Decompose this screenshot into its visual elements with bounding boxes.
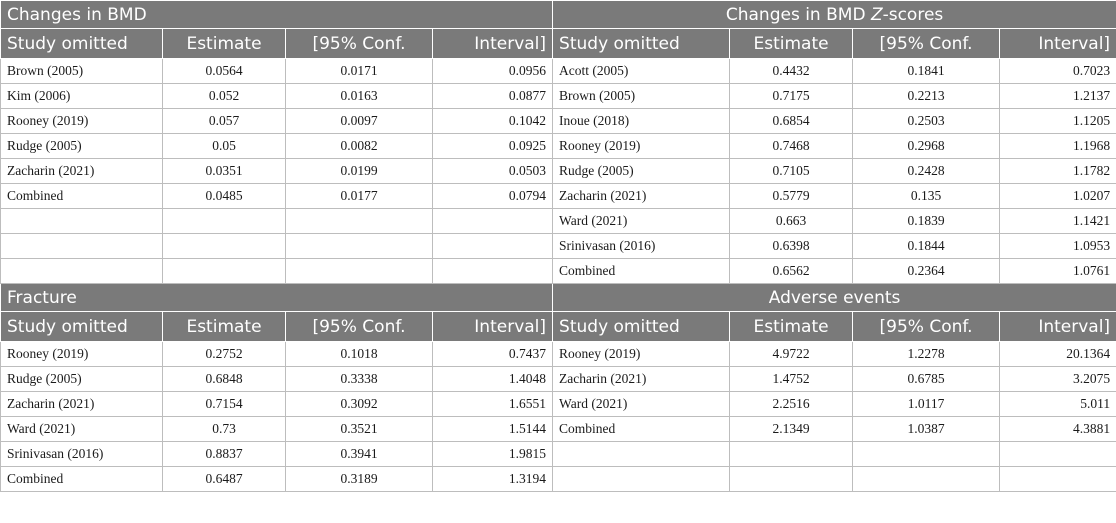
adverse-section-title: Adverse events	[553, 284, 1116, 312]
bmd-estimate-cell: 0.0351	[163, 159, 286, 184]
bottom-block	[1, 284, 1116, 342]
bmd-estimate-cell	[163, 234, 286, 259]
table-row	[1, 84, 1116, 109]
adverse-estimate-cell	[730, 467, 853, 492]
table-row	[1, 392, 1116, 417]
bmd-header-interval: Interval]	[433, 29, 553, 59]
adverse-header-conf: [95% Conf.	[853, 312, 1000, 342]
adverse-conf-high-cell	[1000, 442, 1116, 467]
zscore-study-cell: Zacharin (2021)	[553, 184, 730, 209]
adverse-study-cell: Ward (2021)	[553, 392, 730, 417]
fracture-conf-low-cell: 0.3189	[286, 467, 433, 492]
bmd-estimate-cell	[163, 209, 286, 234]
bmd-conf-low-cell	[286, 209, 433, 234]
table-row	[1, 342, 1116, 367]
bmd-header-study: Study omitted	[1, 29, 163, 59]
zscore-conf-high-cell: 0.7023	[1000, 59, 1116, 84]
fracture-header-study: Study omitted	[1, 312, 163, 342]
adverse-estimate-cell: 2.1349	[730, 417, 853, 442]
table-row	[1, 184, 1116, 209]
adverse-study-cell: Combined	[553, 417, 730, 442]
fracture-conf-low-cell: 0.3521	[286, 417, 433, 442]
zscore-conf-high-cell: 1.1205	[1000, 109, 1116, 134]
adverse-study-cell	[553, 442, 730, 467]
fracture-section-title: Fracture	[1, 284, 553, 312]
bmd-conf-high-cell: 0.0877	[433, 84, 553, 109]
bmd-study-cell	[1, 209, 163, 234]
zscore-conf-low-cell: 0.1841	[853, 59, 1000, 84]
bmd-conf-high-cell	[433, 259, 553, 284]
fracture-estimate-cell: 0.6848	[163, 367, 286, 392]
bmd-conf-low-cell: 0.0082	[286, 134, 433, 159]
zscore-conf-low-cell: 0.2428	[853, 159, 1000, 184]
fracture-estimate-cell: 0.73	[163, 417, 286, 442]
top-data-block	[1, 59, 1116, 284]
header-row-bottom	[1, 312, 1116, 342]
zscore-study-cell: Inoue (2018)	[553, 109, 730, 134]
fracture-estimate-cell: 0.2752	[163, 342, 286, 367]
zscore-estimate-cell: 0.7105	[730, 159, 853, 184]
zscore-header-interval: Interval]	[1000, 29, 1116, 59]
bmd-conf-high-cell: 0.0503	[433, 159, 553, 184]
adverse-conf-high-cell	[1000, 467, 1116, 492]
table-row	[1, 467, 1116, 492]
bmd-conf-high-cell: 0.0956	[433, 59, 553, 84]
zscore-study-cell: Ward (2021)	[553, 209, 730, 234]
zscore-conf-low-cell: 0.1839	[853, 209, 1000, 234]
bmd-study-cell: Rudge (2005)	[1, 134, 163, 159]
zscore-study-cell: Srinivasan (2016)	[553, 234, 730, 259]
bmd-conf-low-cell: 0.0199	[286, 159, 433, 184]
bmd-study-cell	[1, 259, 163, 284]
bmd-study-cell: Zacharin (2021)	[1, 159, 163, 184]
zscore-estimate-cell: 0.6398	[730, 234, 853, 259]
zscore-study-cell: Rudge (2005)	[553, 159, 730, 184]
table-row	[1, 209, 1116, 234]
table-row	[1, 367, 1116, 392]
adverse-conf-low-cell	[853, 467, 1000, 492]
bmd-conf-high-cell: 0.0925	[433, 134, 553, 159]
fracture-conf-low-cell: 0.1018	[286, 342, 433, 367]
bottom-data-block	[1, 342, 1116, 492]
bmd-conf-high-cell: 0.1042	[433, 109, 553, 134]
bmd-study-cell: Rooney (2019)	[1, 109, 163, 134]
bmd-conf-high-cell	[433, 234, 553, 259]
zscore-conf-high-cell: 1.0207	[1000, 184, 1116, 209]
adverse-estimate-cell: 2.2516	[730, 392, 853, 417]
zscore-conf-low-cell: 0.2503	[853, 109, 1000, 134]
fracture-header-interval: Interval]	[433, 312, 553, 342]
bmd-estimate-cell: 0.057	[163, 109, 286, 134]
bmd-conf-low-cell	[286, 234, 433, 259]
bmd-conf-low-cell: 0.0171	[286, 59, 433, 84]
zscore-conf-high-cell: 1.1968	[1000, 134, 1116, 159]
fracture-study-cell: Srinivasan (2016)	[1, 442, 163, 467]
adverse-estimate-cell: 4.9722	[730, 342, 853, 367]
table-row	[1, 259, 1116, 284]
fracture-study-cell: Zacharin (2021)	[1, 392, 163, 417]
fracture-conf-high-cell: 1.4048	[433, 367, 553, 392]
bmd-conf-low-cell: 0.0163	[286, 84, 433, 109]
zscore-estimate-cell: 0.4432	[730, 59, 853, 84]
bmd-conf-high-cell	[433, 209, 553, 234]
zscore-study-cell: Acott (2005)	[553, 59, 730, 84]
adverse-estimate-cell	[730, 442, 853, 467]
bmd-estimate-cell: 0.05	[163, 134, 286, 159]
fracture-estimate-cell: 0.7154	[163, 392, 286, 417]
zscore-estimate-cell: 0.663	[730, 209, 853, 234]
adverse-header-interval: Interval]	[1000, 312, 1116, 342]
zscore-estimate-cell: 0.7468	[730, 134, 853, 159]
adverse-header-estimate: Estimate	[730, 312, 853, 342]
fracture-conf-low-cell: 0.3338	[286, 367, 433, 392]
fracture-conf-high-cell: 1.6551	[433, 392, 553, 417]
zscore-study-cell: Brown (2005)	[553, 84, 730, 109]
bmd-estimate-cell: 0.0564	[163, 59, 286, 84]
fracture-conf-high-cell: 0.7437	[433, 342, 553, 367]
adverse-study-cell: Zacharin (2021)	[553, 367, 730, 392]
section-title-row-top	[1, 1, 1116, 29]
fracture-estimate-cell: 0.8837	[163, 442, 286, 467]
zscore-title-prefix: Changes in BMD	[725, 4, 871, 25]
zscore-conf-low-cell: 0.1844	[853, 234, 1000, 259]
zscore-conf-high-cell: 1.1421	[1000, 209, 1116, 234]
zscore-estimate-cell: 0.7175	[730, 84, 853, 109]
adverse-conf-low-cell: 1.0387	[853, 417, 1000, 442]
fracture-header-estimate: Estimate	[163, 312, 286, 342]
zscore-study-cell: Rooney (2019)	[553, 134, 730, 159]
fracture-conf-low-cell: 0.3941	[286, 442, 433, 467]
zscore-conf-high-cell: 1.1782	[1000, 159, 1116, 184]
zscore-header-conf: [95% Conf.	[853, 29, 1000, 59]
fracture-study-cell: Ward (2021)	[1, 417, 163, 442]
bmd-study-cell	[1, 234, 163, 259]
zscore-section-title	[553, 1, 1116, 29]
bmd-conf-low-cell: 0.0177	[286, 184, 433, 209]
table-row	[1, 134, 1116, 159]
bmd-study-cell: Combined	[1, 184, 163, 209]
zscore-estimate-cell: 0.6562	[730, 259, 853, 284]
zscore-estimate-cell: 0.6854	[730, 109, 853, 134]
header-row-top	[1, 29, 1116, 59]
adverse-study-cell	[553, 467, 730, 492]
table-row	[1, 159, 1116, 184]
zscore-conf-low-cell: 0.2213	[853, 84, 1000, 109]
zscore-conf-high-cell: 1.2137	[1000, 84, 1116, 109]
fracture-header-conf: [95% Conf.	[286, 312, 433, 342]
top-block	[1, 1, 1116, 59]
fracture-estimate-cell: 0.6487	[163, 467, 286, 492]
section-title-row-bottom	[1, 284, 1116, 312]
fracture-conf-low-cell: 0.3092	[286, 392, 433, 417]
zscore-title-suffix: -scores	[882, 4, 944, 25]
bmd-study-cell: Brown (2005)	[1, 59, 163, 84]
zscore-header-estimate: Estimate	[730, 29, 853, 59]
adverse-conf-low-cell: 1.2278	[853, 342, 1000, 367]
zscore-conf-high-cell: 1.0761	[1000, 259, 1116, 284]
fracture-study-cell: Combined	[1, 467, 163, 492]
table-row	[1, 59, 1116, 84]
adverse-study-cell: Rooney (2019)	[553, 342, 730, 367]
fracture-study-cell: Rudge (2005)	[1, 367, 163, 392]
zscore-conf-low-cell: 0.2968	[853, 134, 1000, 159]
adverse-conf-low-cell: 0.6785	[853, 367, 1000, 392]
zscore-conf-high-cell: 1.0953	[1000, 234, 1116, 259]
table-row	[1, 109, 1116, 134]
adverse-conf-low-cell	[853, 442, 1000, 467]
zscore-header-study: Study omitted	[553, 29, 730, 59]
fracture-conf-high-cell: 1.3194	[433, 467, 553, 492]
adverse-header-study: Study omitted	[553, 312, 730, 342]
bmd-conf-low-cell: 0.0097	[286, 109, 433, 134]
bmd-header-estimate: Estimate	[163, 29, 286, 59]
zscore-conf-low-cell: 0.135	[853, 184, 1000, 209]
adverse-conf-low-cell: 1.0117	[853, 392, 1000, 417]
adverse-estimate-cell: 1.4752	[730, 367, 853, 392]
fracture-conf-high-cell: 1.9815	[433, 442, 553, 467]
zscore-title-z: Z	[870, 4, 883, 25]
fracture-study-cell: Rooney (2019)	[1, 342, 163, 367]
bmd-study-cell: Kim (2006)	[1, 84, 163, 109]
adverse-conf-high-cell: 5.011	[1000, 392, 1116, 417]
bmd-conf-high-cell: 0.0794	[433, 184, 553, 209]
adverse-conf-high-cell: 4.3881	[1000, 417, 1116, 442]
table-row	[1, 417, 1116, 442]
table-row	[1, 442, 1116, 467]
zscore-study-cell: Combined	[553, 259, 730, 284]
bmd-conf-low-cell	[286, 259, 433, 284]
zscore-estimate-cell: 0.5779	[730, 184, 853, 209]
adverse-conf-high-cell: 3.2075	[1000, 367, 1116, 392]
adverse-conf-high-cell: 20.1364	[1000, 342, 1116, 367]
bmd-estimate-cell: 0.0485	[163, 184, 286, 209]
bmd-estimate-cell: 0.052	[163, 84, 286, 109]
zscore-conf-low-cell: 0.2364	[853, 259, 1000, 284]
bmd-header-conf: [95% Conf.	[286, 29, 433, 59]
table-row	[1, 234, 1116, 259]
bmd-estimate-cell	[163, 259, 286, 284]
bmd-section-title: Changes in BMD	[1, 1, 553, 29]
fracture-conf-high-cell: 1.5144	[433, 417, 553, 442]
